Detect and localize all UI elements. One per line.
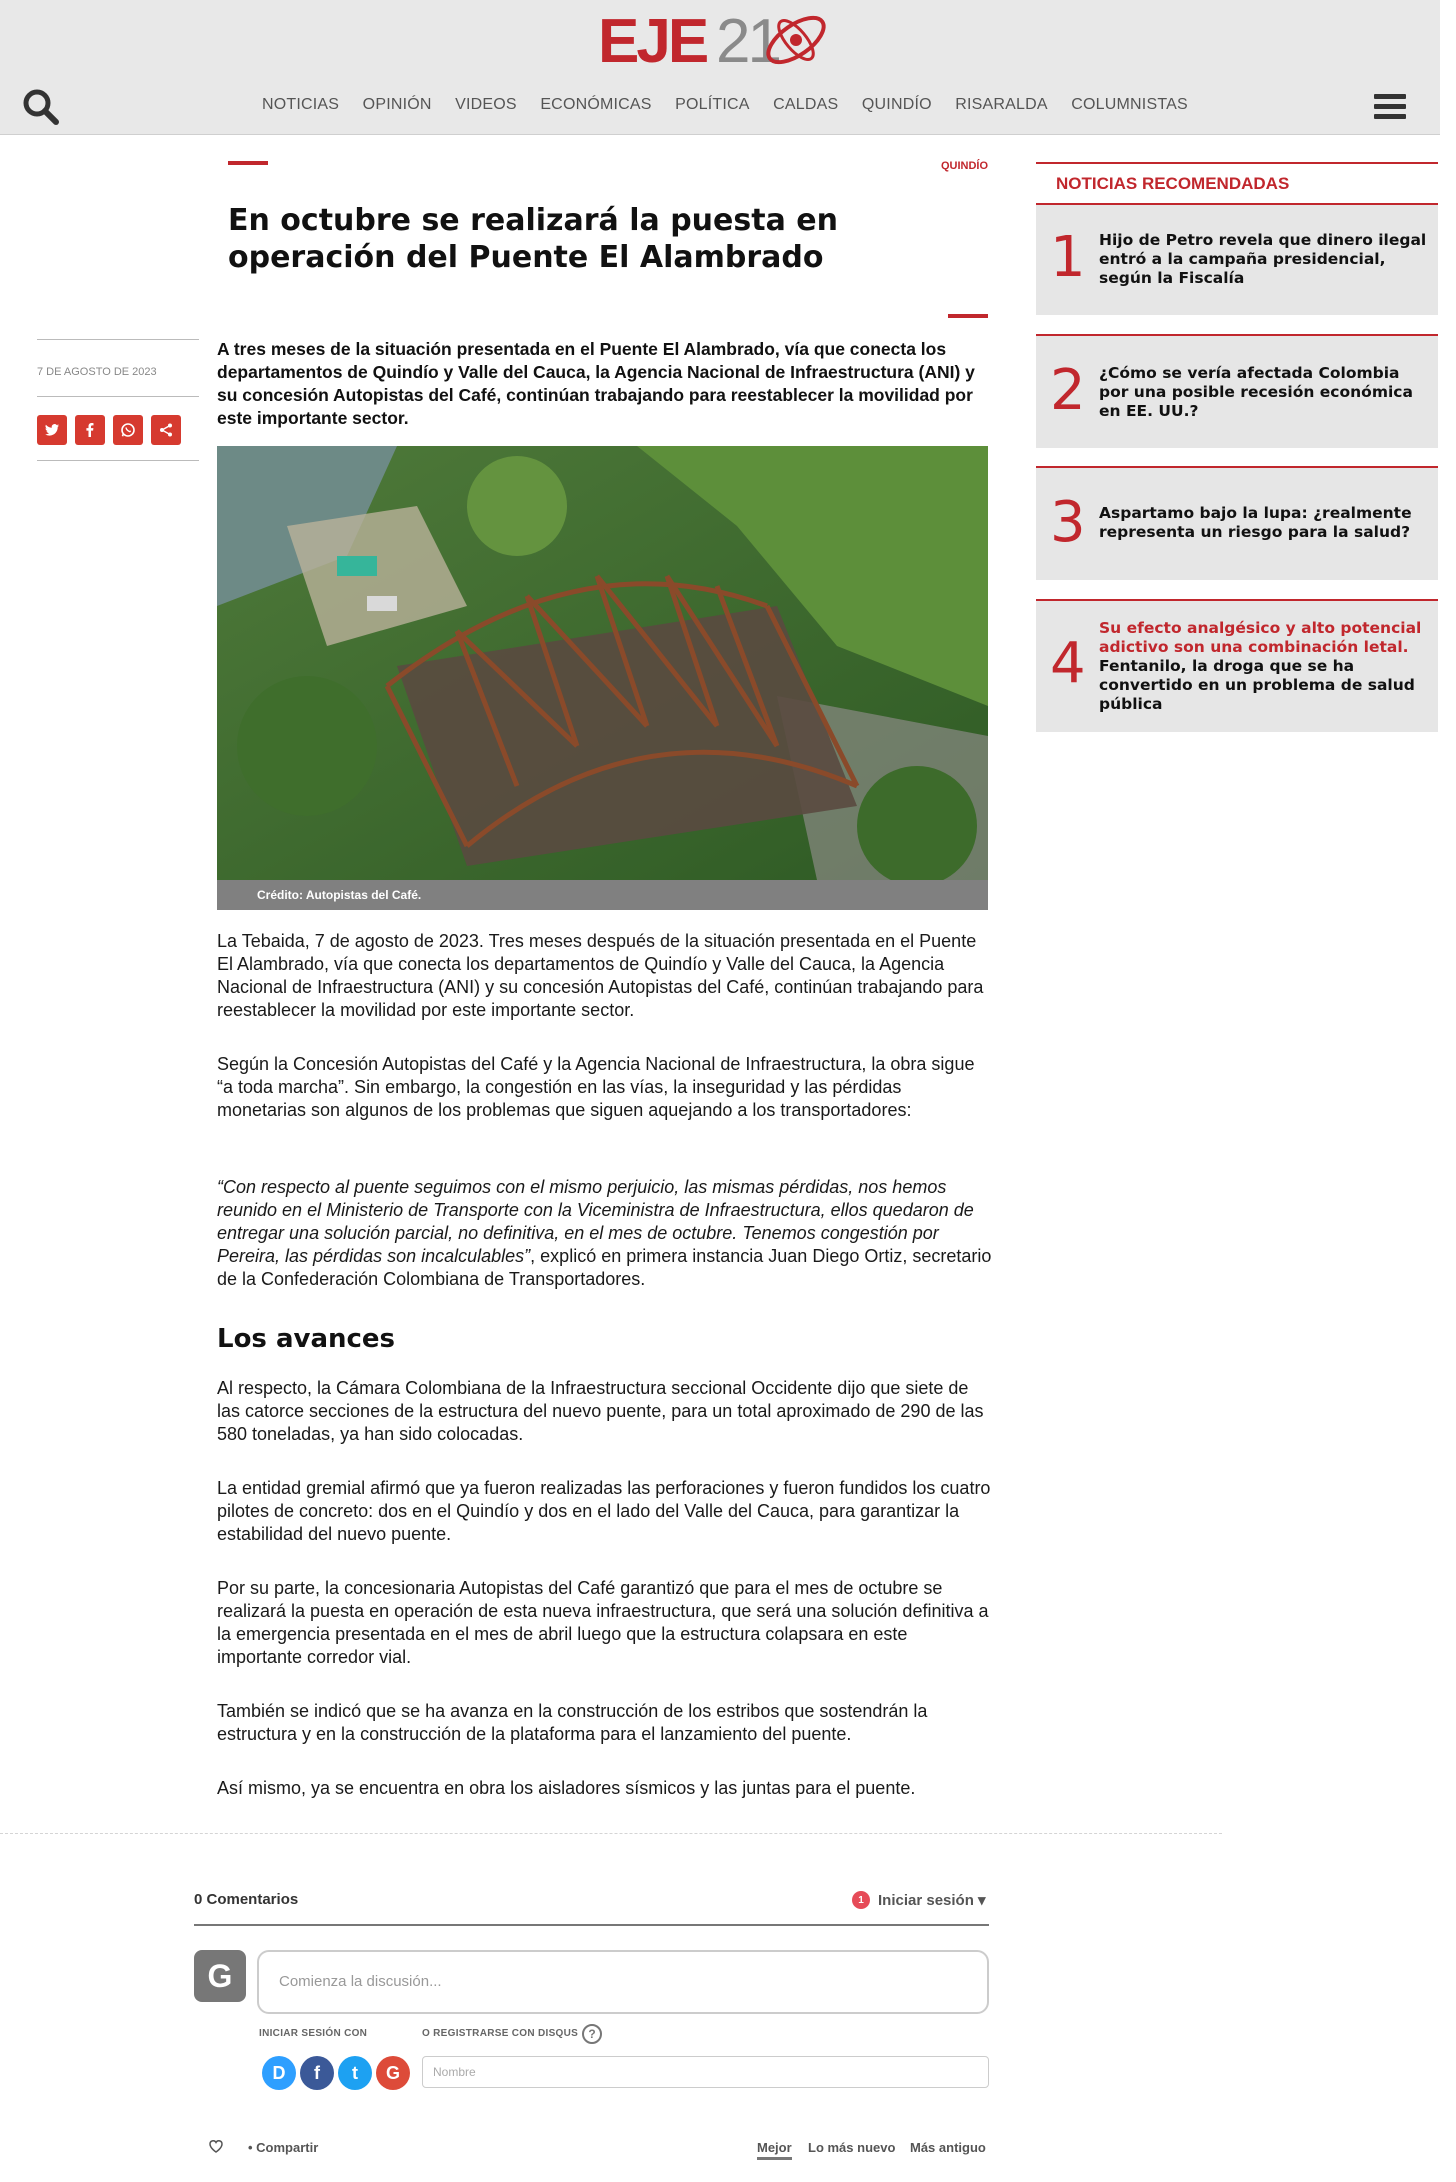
- nav-politica[interactable]: POLÍTICA: [675, 96, 750, 113]
- section-heading: Los avances: [217, 1324, 396, 1354]
- article-quote: “Con respecto al puente seguimos con el mismo perjuicio, las mismas pérdidas, nos hemos reunido en el Ministerio de Transporte con la Viceministra de Infraestructura, ellos quedaron de entregar una solución parcial, no definitiva, en el mes de octubre. Tenemos congestión por Pereira, las pérdidas son incalculables”: [217, 1177, 974, 1266]
- share-twitter-button[interactable]: [37, 415, 67, 445]
- recommended-item[interactable]: [1036, 466, 1438, 580]
- article-paragraph: Así mismo, ya se encuentra en obra los aisladores sísmicos y las juntas para el puente.: [217, 1778, 916, 1798]
- article-paragraph: La Tebaida, 7 de agosto de 2023. Tres meses después de la situación presentada en el Puente El Alambrado, vía que conecta los departamentos de Quindío y Valle del Cauca, la Agencia Nacional de Infraestructura (ANI) y su concesión Autopistas del Café, continúan trabajando para reestablecer la movilidad por este importante sector.: [217, 931, 984, 1020]
- recommended-title: Hijo de Petro revela que dinero ilegal entró a la campaña presidencial, según la Fiscalía: [1099, 231, 1427, 287]
- name-input[interactable]: Nombre: [422, 2056, 989, 2088]
- sort-newest-tab[interactable]: Lo más nuevo: [808, 2140, 896, 2155]
- notification-badge: 1: [852, 1891, 870, 1909]
- sort-oldest-tab[interactable]: Más antiguo: [910, 2140, 986, 2155]
- meta-divider: [37, 396, 199, 397]
- content-divider: [0, 1833, 1222, 1834]
- comments-count: 0 Comentarios: [194, 1891, 299, 1908]
- recommended-subtitle: Fentanilo, la droga que se ha convertido en un problema de salud pública: [1099, 657, 1415, 713]
- recommended-number: 4: [1050, 631, 1086, 696]
- heart-icon[interactable]: [208, 2138, 224, 2157]
- meta-divider: [37, 339, 199, 340]
- recommended-number: 3: [1050, 490, 1086, 555]
- twitter-icon: [44, 422, 60, 438]
- nav-risaralda[interactable]: RISARALDA: [955, 96, 1048, 113]
- bridge-photo-icon: [217, 446, 988, 880]
- article-paragraph: También se indicó que se ha avanza en la construcción de los estribos que sostendrán la estructura y en la construcción de la plataforma para el lanzamiento del puente.: [217, 1701, 928, 1744]
- nav-quindio[interactable]: QUINDÍO: [861, 96, 932, 113]
- recommended-number: 2: [1050, 358, 1086, 423]
- facebook-icon: [82, 422, 98, 438]
- article-paragraph: La entidad gremial afirmó que ya fueron realizadas las perforaciones y fueron fundidos los cuatro pilotes de concreto: dos en el Quindío y dos en el lado del Valle del Cauca, para garantizar la estabilidad del nuevo puente.: [217, 1478, 991, 1544]
- login-with-label: INICIAR SESIÓN CON: [259, 2028, 368, 2039]
- article-paragraph: Por su parte, la concesionaria Autopistas del Café garantizó que para el mes de octubre se realizará la puesta en operación de esta nueva infraestructura, que será una solución definitiva a la emergencia presentada en el mes de abril luego que la estructura colapsara en este importante corredor vial.: [217, 1578, 989, 1667]
- article-photo: [217, 446, 988, 880]
- facebook-icon[interactable]: f: [300, 2056, 334, 2090]
- article-title: En octubre se realizará la puesta en operación del Puente El Alambrado: [228, 203, 838, 275]
- avatar: G: [194, 1950, 246, 2002]
- title-accent-bar: [228, 161, 268, 165]
- recommended-number: 1: [1050, 225, 1086, 290]
- title-end-bar: [948, 314, 988, 318]
- share-generic-button[interactable]: [151, 415, 181, 445]
- recommended-title: Aspartamo bajo la lupa: ¿realmente representa un riesgo para la salud?: [1099, 504, 1412, 541]
- whatsapp-icon: [120, 422, 136, 438]
- comment-input[interactable]: Comienza la discusión...: [257, 1950, 989, 2014]
- nav-opinion[interactable]: OPINIÓN: [362, 96, 432, 113]
- share-facebook-button[interactable]: [75, 415, 105, 445]
- svg-text:21: 21: [716, 7, 779, 70]
- nav-economicas[interactable]: ECONÓMICAS: [540, 96, 652, 113]
- nav-noticias[interactable]: NOTICIAS: [262, 96, 340, 113]
- search-button[interactable]: [22, 88, 60, 126]
- site-logo[interactable]: [596, 6, 836, 70]
- sort-best-tab[interactable]: Mejor: [757, 2140, 792, 2160]
- article-quote-paragraph: [217, 1176, 993, 1291]
- article-lead: A tres meses de la situación presentada en el Puente El Alambrado, vía que conecta los departamentos de Quindío y Valle del Cauca, la Agencia Nacional de Infraestructura (ANI) y su concesión Autopistas del Café, continúan trabajando para reestablecer la movilidad por este importante sector.: [217, 339, 975, 428]
- recommended-item[interactable]: [1036, 334, 1438, 448]
- nav-caldas[interactable]: CALDAS: [773, 96, 839, 113]
- sidebar-heading: [1036, 162, 1438, 202]
- google-icon[interactable]: G: [376, 2056, 410, 2090]
- article-paragraph: Según la Concesión Autopistas del Café y la Agencia Nacional de Infraestructura, la obra sigue “a toda marcha”. Sin embargo, la congestión en las vías, la inseguridad y las pérdidas monetarias son algunos de los problemas que siguen aquejando a los transportadores:: [217, 1054, 975, 1120]
- login-label: Iniciar sesión ▾: [878, 1892, 986, 1909]
- eje21-logo-icon: [596, 6, 836, 70]
- meta-divider: [37, 460, 199, 461]
- site-header: [0, 0, 1440, 135]
- recommended-highlight: Su efecto analgésico y alto potencial adictivo son una combinación letal.: [1099, 619, 1422, 656]
- quote-attribution: , explicó en primera instancia Juan Diego Ortiz, secretario de la Confederación Colombiana de Transportadores.: [217, 1246, 992, 1289]
- search-icon: [22, 88, 60, 126]
- disqus-icon[interactable]: D: [262, 2056, 296, 2090]
- twitter-icon[interactable]: t: [338, 2056, 372, 2090]
- nav-videos[interactable]: VIDEOS: [455, 96, 517, 113]
- main-nav: [262, 96, 1211, 114]
- hamburger-menu-icon[interactable]: [1374, 94, 1406, 122]
- photo-caption: Crédito: Autopistas del Café.: [217, 880, 988, 910]
- article-date: 7 DE AGOSTO DE 2023: [37, 366, 157, 378]
- article-paragraph: Al respecto, la Cámara Colombiana de la Infraestructura seccional Occidente dijo que siete de las catorce secciones de la estructura del nuevo puente, para un total aproximado de 290 de las 580 toneladas, ya han sido colocadas.: [217, 1378, 984, 1444]
- share-link[interactable]: • Compartir: [248, 2140, 319, 2155]
- share-whatsapp-button[interactable]: [113, 415, 143, 445]
- share-icon: [158, 422, 174, 438]
- recommended-title: ¿Cómo se vería afectada Colombia por una posible recesión económica en EE. UU.?: [1099, 364, 1413, 420]
- help-icon[interactable]: ?: [582, 2024, 602, 2044]
- svg-text:EJE: EJE: [598, 7, 707, 70]
- login-dropdown[interactable]: [852, 1891, 986, 1909]
- recommended-item[interactable]: [1036, 203, 1438, 315]
- section-tag[interactable]: QUINDÍO: [940, 160, 988, 172]
- register-label: O REGISTRARSE CON DISQUS: [422, 2028, 579, 2039]
- nav-columnistas[interactable]: COLUMNISTAS: [1071, 96, 1188, 113]
- comments-divider: [194, 1924, 989, 1926]
- recommended-item[interactable]: [1036, 599, 1438, 732]
- recommended-title: [1099, 619, 1429, 714]
- sidebar-heading-label: NOTICIAS RECOMENDADAS: [1056, 174, 1290, 193]
